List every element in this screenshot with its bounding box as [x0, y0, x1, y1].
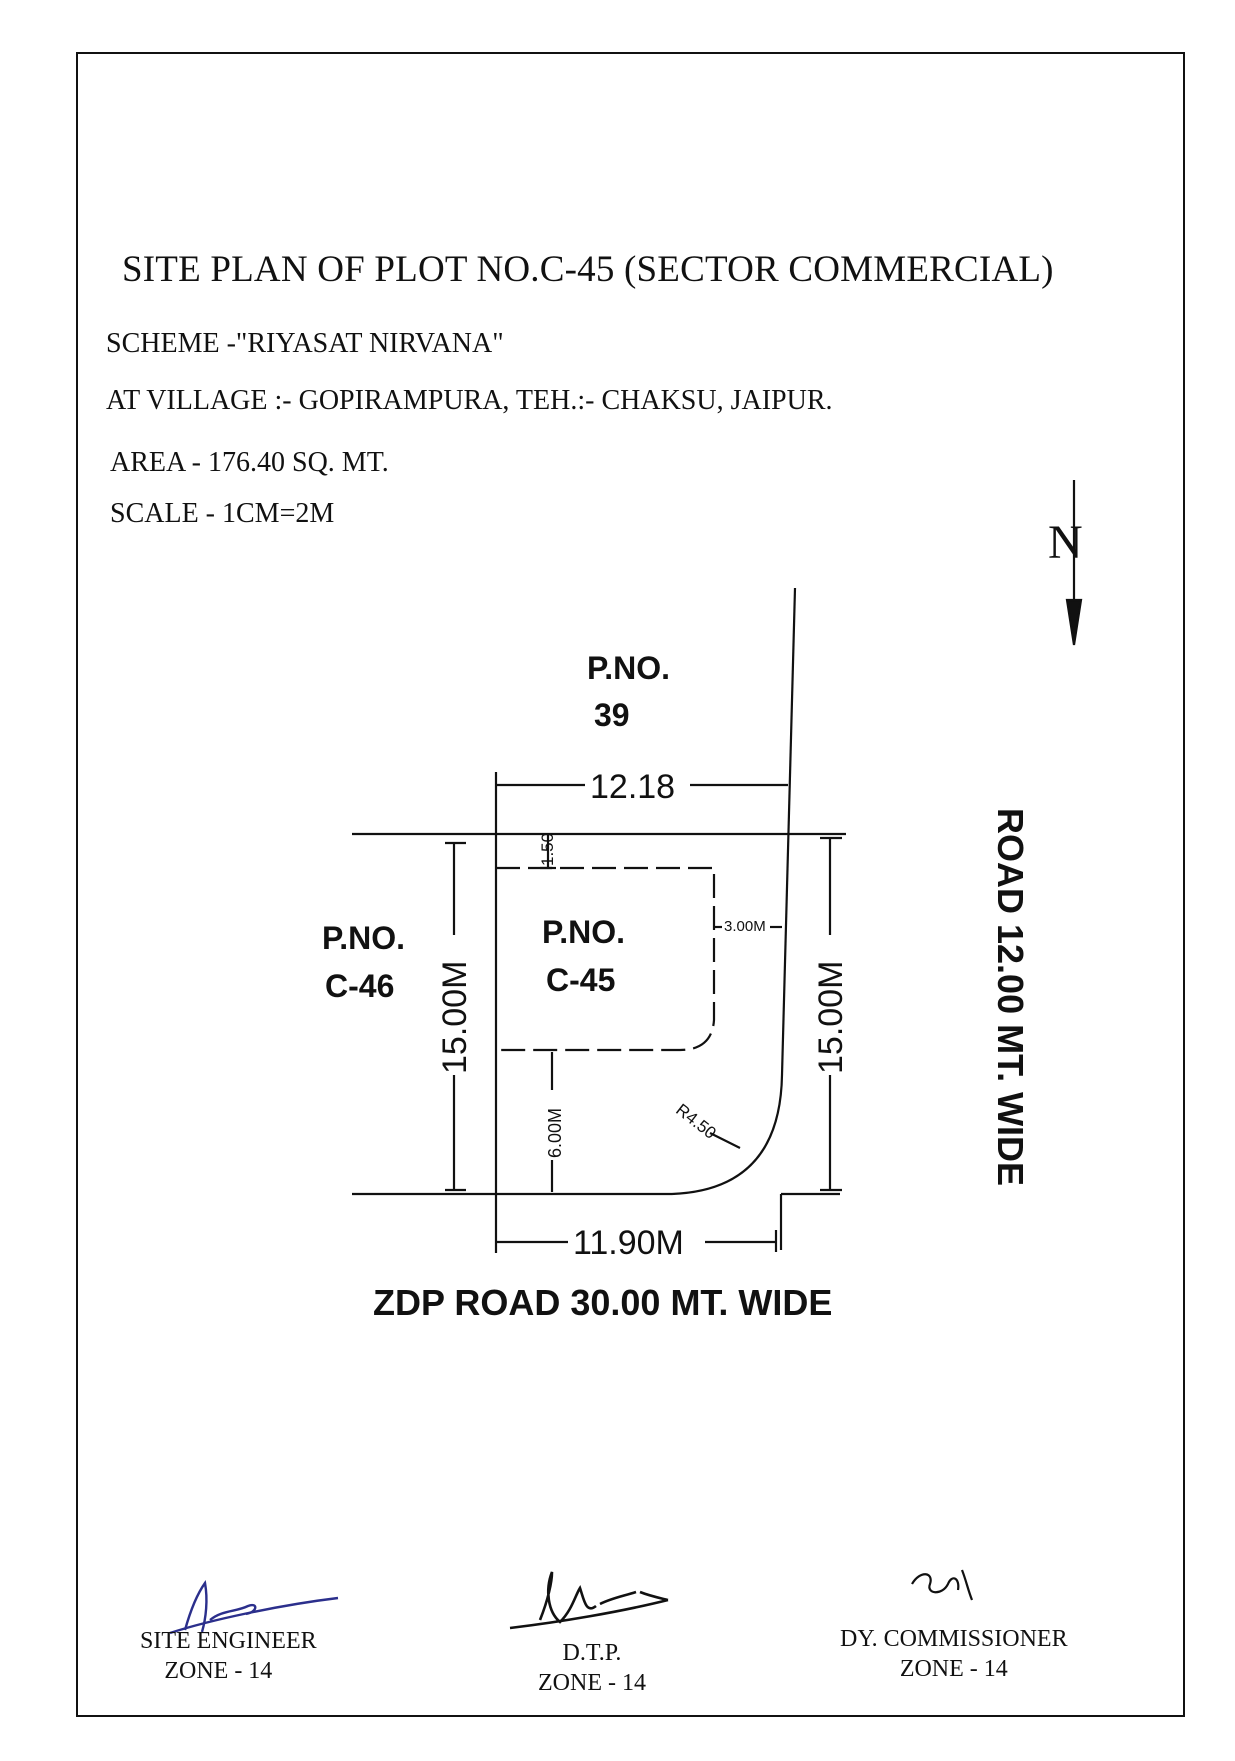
rear-setback-label: 6.00M: [545, 1107, 565, 1158]
dy-commissioner-zone: ZONE - 14: [899, 1656, 1008, 1682]
plot-number: C-45: [546, 962, 616, 998]
north-neighbor-number: 39: [594, 697, 630, 733]
north-label: N: [1048, 516, 1083, 569]
corner-radius-label: R4.50: [672, 1100, 720, 1143]
village-location: AT VILLAGE :- GOPIRAMPURA, TEH.:- CHAKSU, JAIPUR.: [106, 385, 833, 416]
dtp-block: [538, 1638, 646, 1698]
top-dimension-label: 12.18: [590, 768, 676, 806]
dtp-zone: ZONE - 14: [538, 1670, 646, 1696]
right-dimension-label: 15.00M: [812, 960, 850, 1074]
dy-commissioner-block: [840, 1624, 1068, 1684]
front-setback-label: 1.50: [538, 832, 557, 866]
dtp-title: D.T.P.: [562, 1640, 622, 1666]
site-engineer-zone: ZONE - 14: [164, 1658, 273, 1684]
west-neighbor-number: C-46: [325, 968, 395, 1004]
south-road-label: ZDP ROAD 30.00 MT. WIDE: [373, 1282, 833, 1323]
north-neighbor-label: P.NO.: [587, 650, 670, 686]
bottom-dimension-label: 11.90M: [573, 1224, 684, 1262]
document-title: SITE PLAN OF PLOT NO.C-45 (SECTOR COMMERCIAL): [122, 249, 1054, 290]
drawing-scale: SCALE - 1CM=2M: [110, 498, 335, 529]
west-neighbor-label: P.NO.: [322, 920, 405, 956]
plot-label: P.NO.: [542, 914, 625, 950]
dy-commissioner-title: DY. COMMISSIONER: [840, 1626, 1068, 1652]
left-dimension-label: 15.00M: [436, 960, 474, 1074]
scheme-name: SCHEME -"RIYASAT NIRVANA": [106, 328, 504, 359]
east-road-label: ROAD 12.00 MT. WIDE: [990, 808, 1031, 1187]
site-engineer-title: SITE ENGINEER: [140, 1628, 317, 1654]
site-engineer-block: [140, 1626, 317, 1686]
side-setback-label: 3.00M: [724, 918, 766, 935]
plot-area: AREA - 176.40 SQ. MT.: [110, 447, 389, 478]
dtp-signature: [510, 1572, 668, 1628]
dy-commissioner-signature: [912, 1570, 972, 1600]
